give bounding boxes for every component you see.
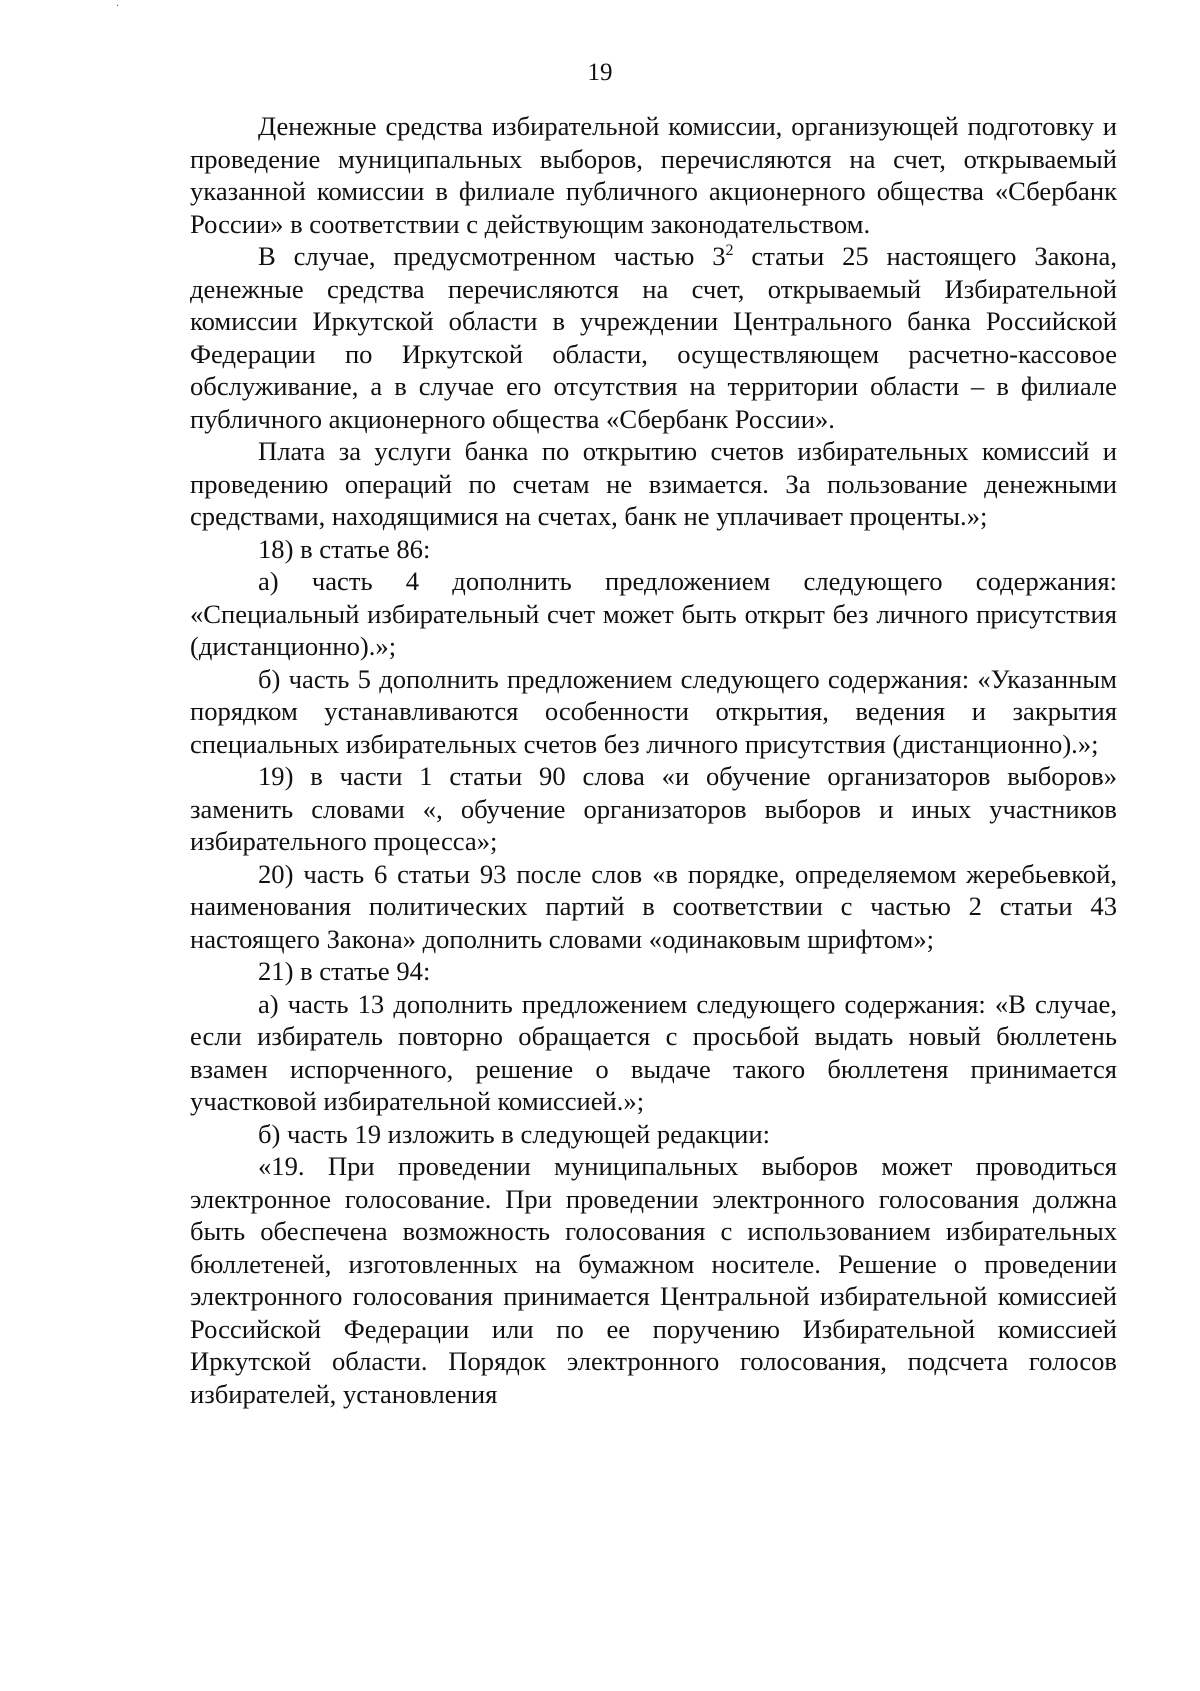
item-21-b: б) часть 19 изложить в следующей редакции: — [258, 1118, 770, 1149]
part-19-new-text: «19. При проведении муниципальных выборов может проводиться электронное голосование. При проведении электронного голосования должна быть обеспечена возможность голосования с использованием избирательных бюллетеней, изготовленных на бумажном носителе. Решение о проведении электронного голосования принимается Центральной избирательной комиссией Российской Федерации или по ее поручению Избирательной комиссией Иркутской области. Порядок электронного голосования, подсчета голосов избирателей, установления — [190, 1151, 1117, 1409]
paragraph-bank-fees: Плата за услуги банка по открытию счетов избирательных комиссий и проведению операций по счетам не взимается. За пользование денежными средствами, находящимися на счетах, банк не уплачивает проценты.»; — [190, 436, 1117, 531]
paragraph-central-bank-start: В случае, предусмотренном частью 3 — [258, 241, 726, 271]
item-21-heading: 21) в статье 94: — [258, 956, 431, 986]
item-20: 20) часть 6 статьи 93 после слов «в порядке, определяемом жеребьевкой, наименования политических партий в соответствии с частью 2 статьи 43 настоящего Закона» дополнить словами «одинаковым шрифтом»; — [190, 858, 1117, 954]
scan-mark: · — [116, 1, 120, 12]
paragraph-bank-account: Денежные средства избирательной комиссии, организующей подготовку и проведение муниципальных выборов, перечисляются на счет, открываемый указанной комиссии в филиале публичного акционерного общества «Сбербанк России» в соответствии с действующим законодательством. — [190, 111, 1117, 239]
item-19: 19) в части 1 статьи 90 слова «и обучение организаторов выборов» заменить словами «, обучение организаторов выборов и иных участников избирательного процесса»; — [190, 761, 1117, 856]
superscript-index: 2 — [725, 242, 734, 260]
document-body — [190, 110, 1117, 1410]
paragraph-central-bank-rest: статьи 25 настоящего Закона, денежные средства перечисляются на счет, открываемый Избирательной комиссии Иркутской области в учреждении Центрального банка Российской Федерации по Иркутской области, осуществляющем расчетно-кассовое обслуживание, а в случае его отсутствия на территории области – в филиале публичного акционерного общества «Сбербанк России». — [190, 241, 1118, 434]
item-18-heading: 18) в статье 86: — [258, 533, 431, 564]
paragraph-central-bank — [190, 240, 1117, 435]
item-21-a: а) часть 13 дополнить предложением следующего содержания: «В случае, если избиратель повторно обращается с просьбой выдать новый бюллетень взамен испорченного, решение о выдаче такого бюллетеня принимается участковой избирательной комиссией.»; — [190, 988, 1117, 1116]
page-number: 19 — [587, 59, 613, 86]
item-18-a: а) часть 4 дополнить предложением следующего содержания: «Специальный избирательный счет может быть открыт без личного присутствия (дистанционно).»; — [190, 566, 1117, 661]
item-18-b: б) часть 5 дополнить предложением следующего содержания: «Указанным порядком устанавливаются особенности открытия, ведения и закрытия специальных избирательных счетов без личного присутствия (дистанционно).»; — [190, 663, 1117, 759]
